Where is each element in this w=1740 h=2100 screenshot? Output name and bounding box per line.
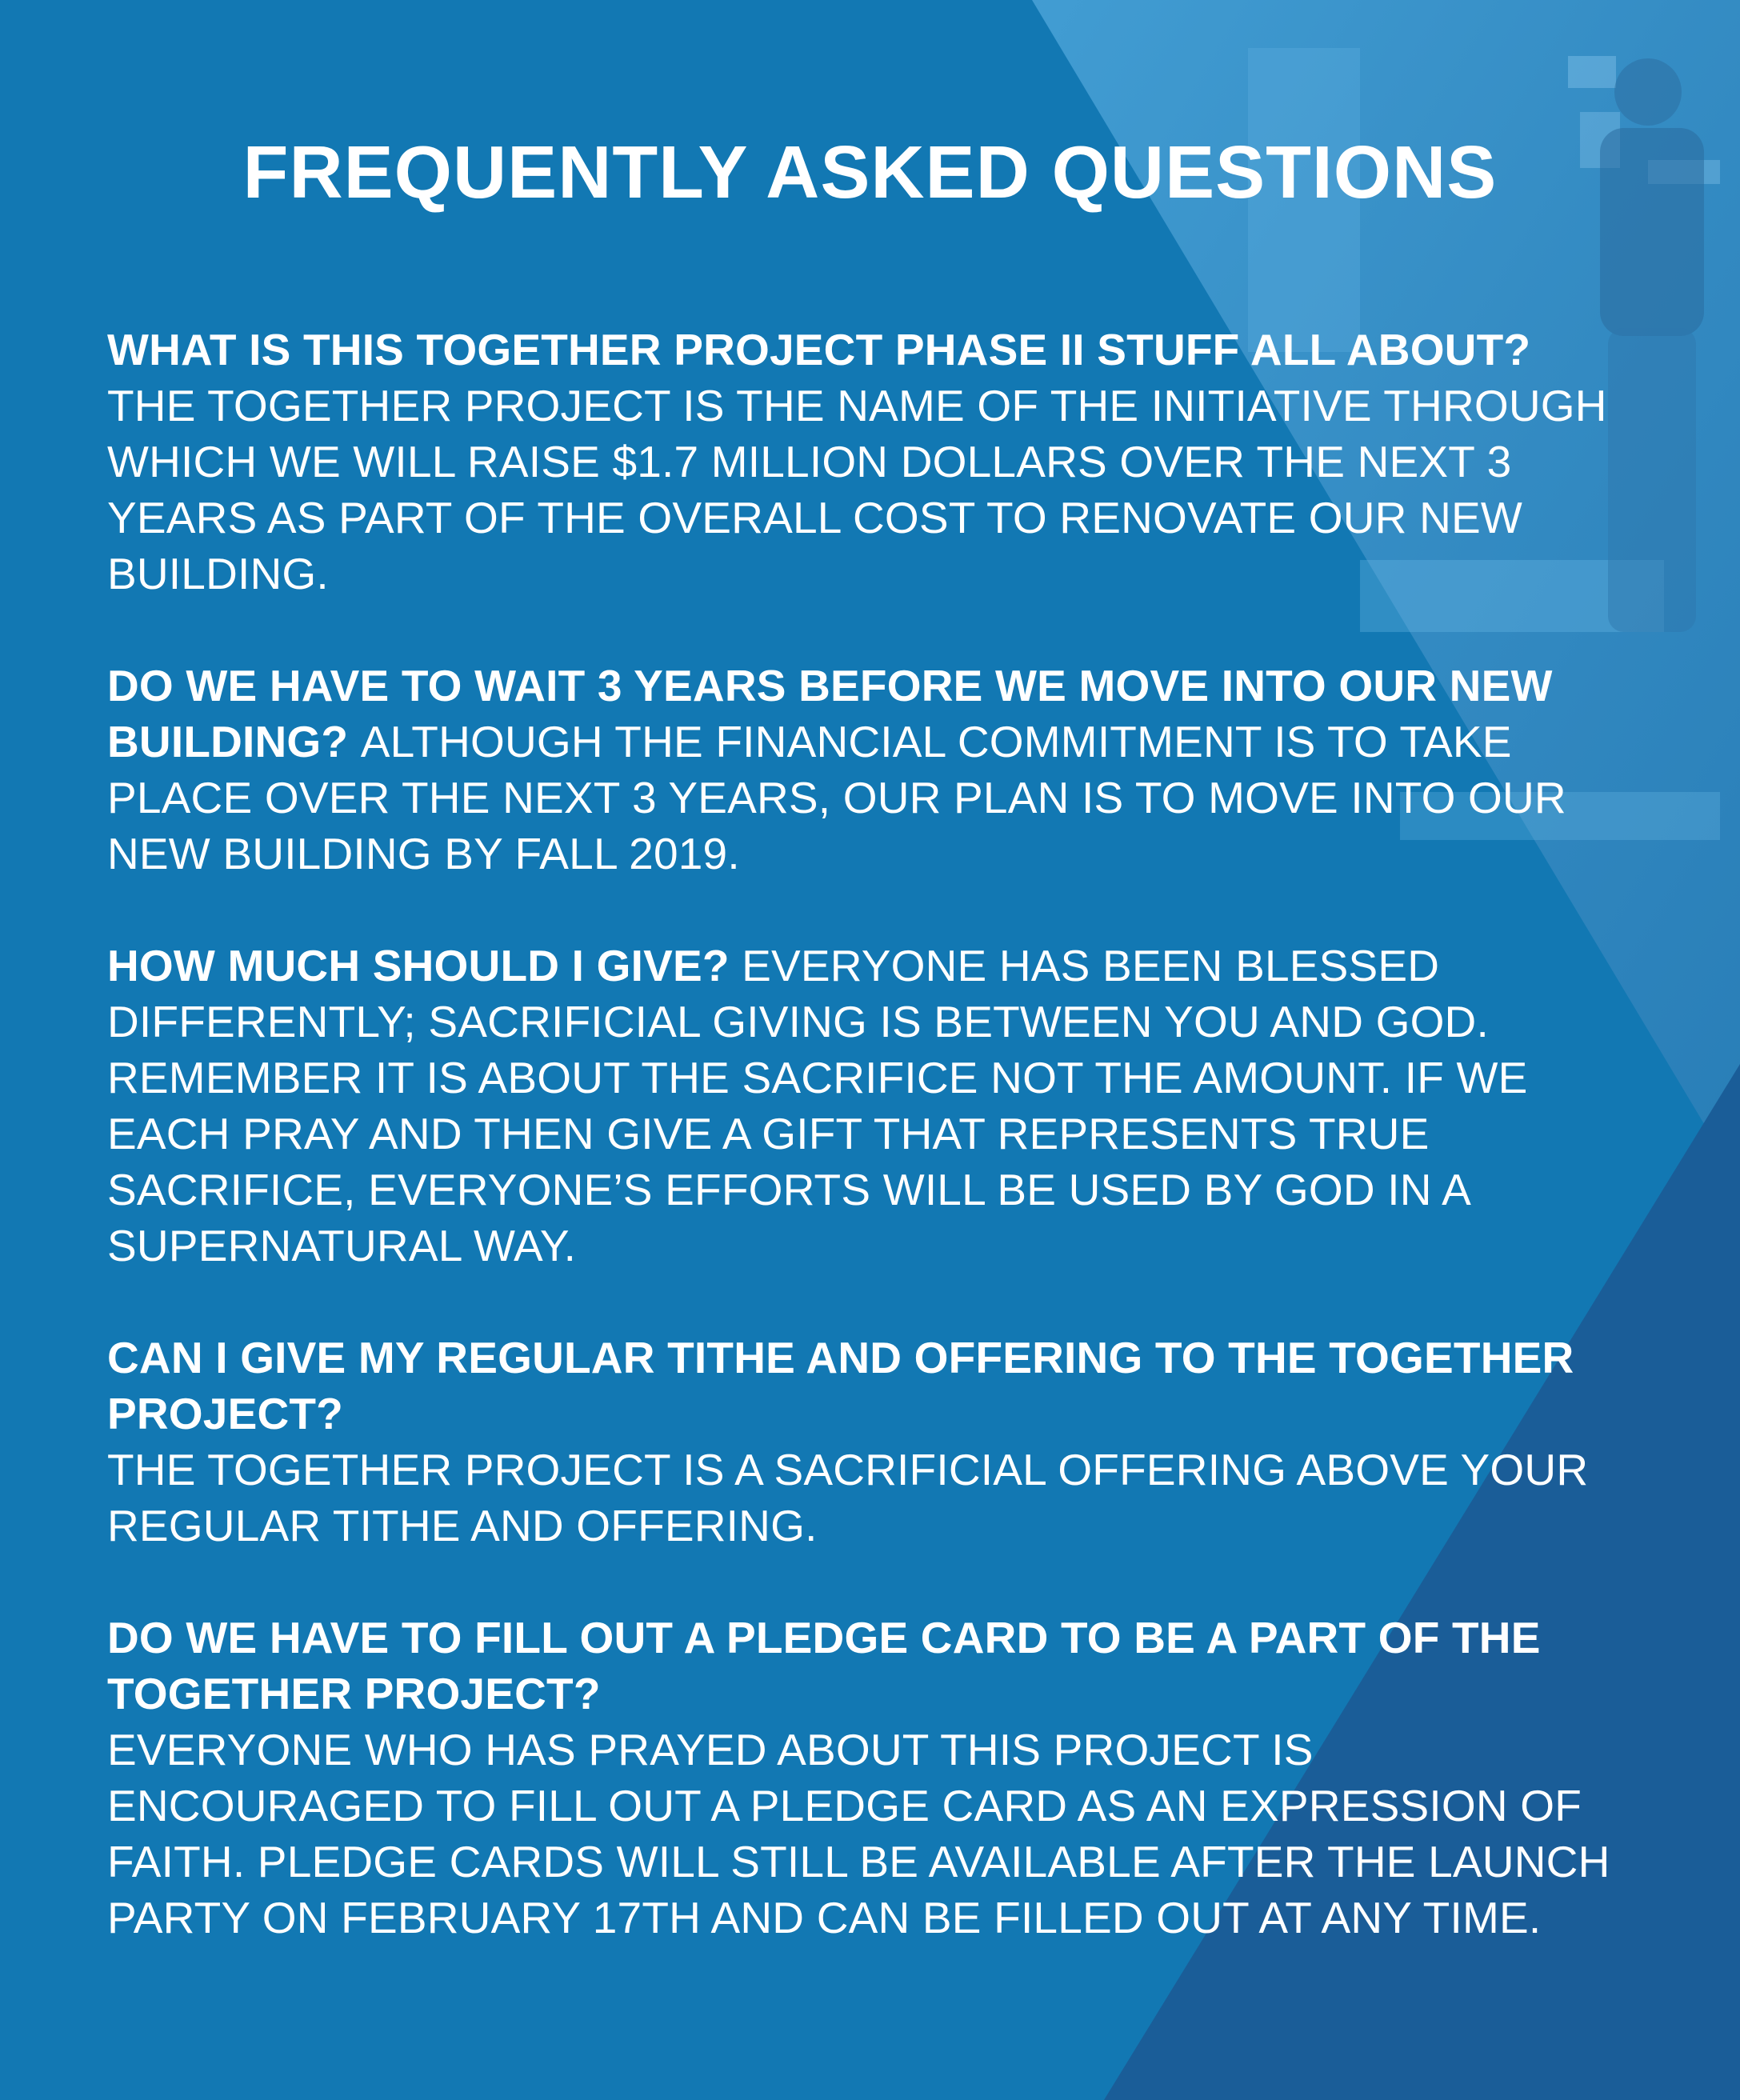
faq-question: DO WE HAVE TO WAIT 3 YEARS BEFORE WE MOVE INTO OUR NEW BUILDING?	[107, 661, 1553, 766]
faq-item	[107, 938, 1627, 1274]
faq-item	[107, 322, 1627, 602]
faq-answer: ALTHOUGH THE FINANCIAL COMMITMENT IS TO TAKE PLACE OVER THE NEXT 3 YEARS, OUR PLAN IS TO MOVE INTO OUR NEW BUILDING BY FALL 2019.	[107, 717, 1566, 878]
faq-item	[107, 1610, 1627, 1946]
faq-question: HOW MUCH SHOULD I GIVE?	[107, 941, 742, 990]
faq-answer: EVERYONE WHO HAS PRAYED ABOUT THIS PROJECT IS ENCOURAGED TO FILL OUT A PLEDGE CARD AS AN EXPRESSION OF FAITH. PLEDGE CARDS WILL STILL BE AVAILABLE AFTER THE LAUNCH PARTY ON FEBRUARY 17TH AND CAN BE FILLED OUT AT ANY TIME.	[107, 1725, 1610, 1942]
faq-item	[107, 658, 1627, 882]
faq-answer: THE TOGETHER PROJECT IS THE NAME OF THE INITIATIVE THROUGH WHICH WE WILL RAISE $1.7 MILLION DOLLARS OVER THE NEXT 3 YEARS AS PART OF THE OVERALL COST TO RENOVATE OUR NEW BUILDING.	[107, 381, 1607, 598]
faq-answer: EVERYONE HAS BEEN BLESSED DIFFERENTLY; SACRIFICIAL GIVING IS BETWEEN YOU AND GOD. REMEMBER IT IS ABOUT THE SACRIFICE NOT THE AMOUNT. IF WE EACH PRAY AND THEN GIVE A GIFT THAT REPRESENTS TRUE SACRIFICE, EVERYONE’S EFFORTS WILL BE USED BY GOD IN A SUPERNATURAL WAY.	[107, 941, 1528, 1270]
faq-question: CAN I GIVE MY REGULAR TITHE AND OFFERING TO THE TOGETHER PROJECT?	[107, 1333, 1574, 1438]
faq-item	[107, 1330, 1627, 1554]
faq-list	[107, 322, 1627, 2002]
page-title: FREQUENTLY ASKED QUESTIONS	[242, 130, 1498, 214]
faq-question: DO WE HAVE TO FILL OUT A PLEDGE CARD TO BE A PART OF THE TOGETHER PROJECT?	[107, 1613, 1541, 1718]
faq-question: WHAT IS THIS TOGETHER PROJECT PHASE II STUFF ALL ABOUT?	[107, 325, 1531, 374]
faq-answer: THE TOGETHER PROJECT IS A SACRIFICIAL OFFERING ABOVE YOUR REGULAR TITHE AND OFFERING.	[107, 1445, 1589, 1550]
